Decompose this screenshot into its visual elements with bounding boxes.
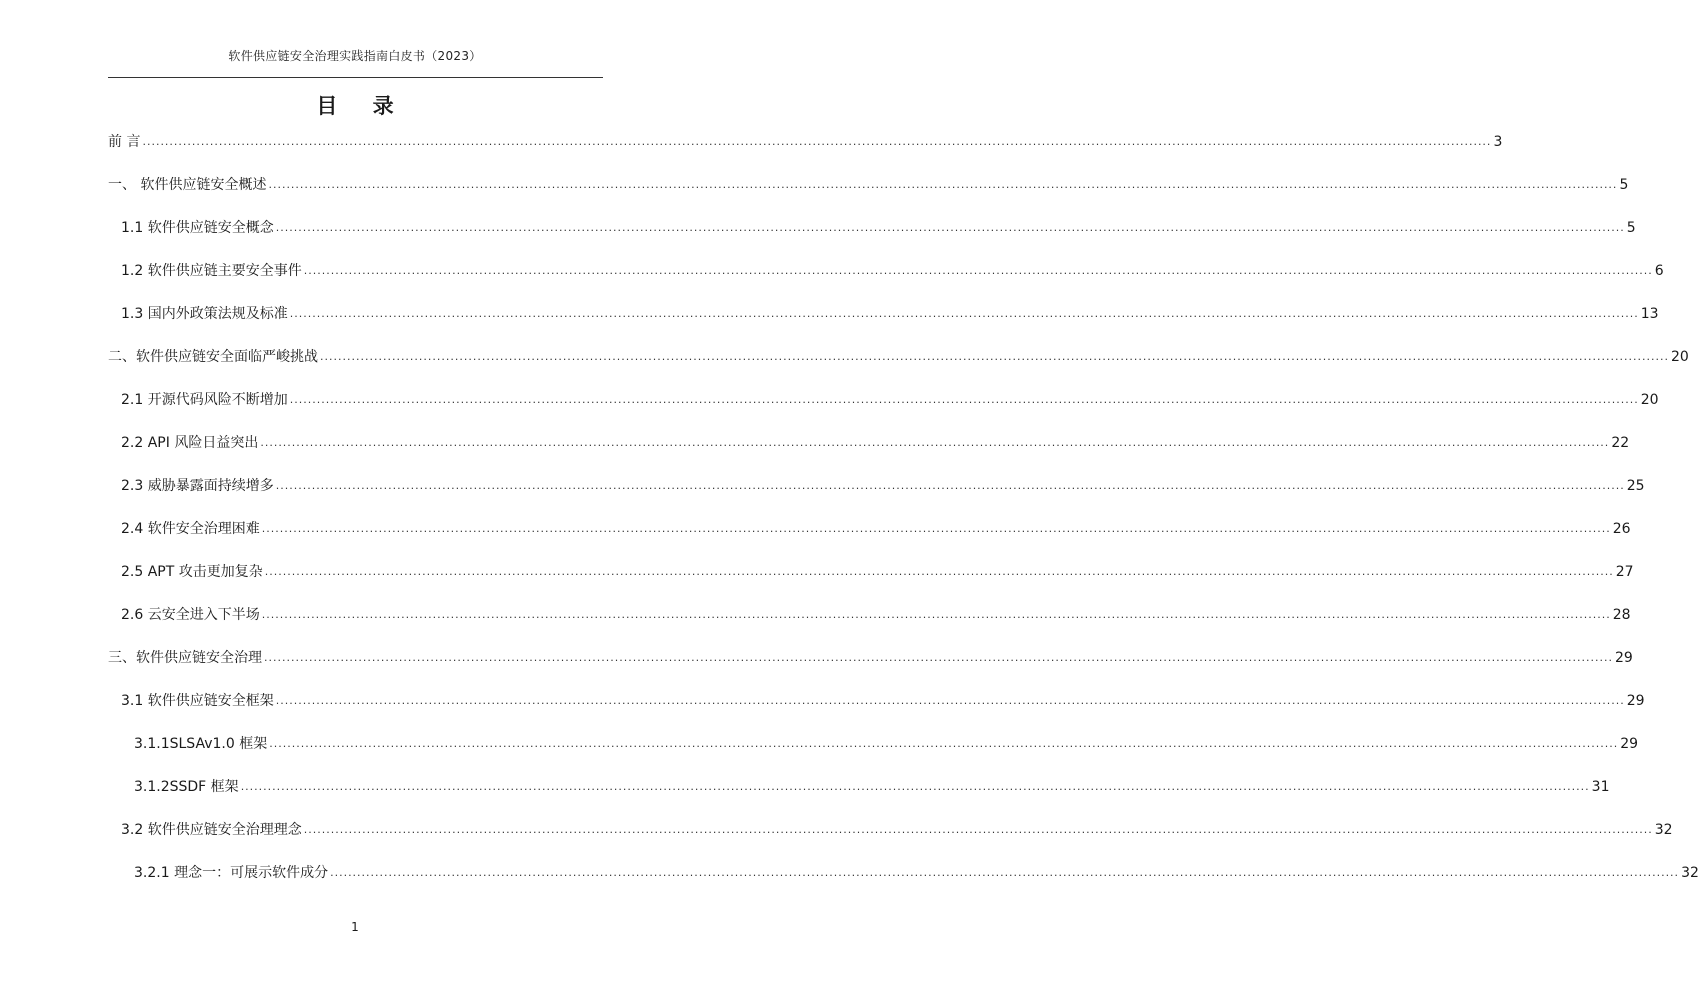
toc-entry[interactable]	[121, 391, 1659, 409]
toc-leader-dots: ............................................................................................................................................................................................................................................................................................................	[275, 694, 1625, 707]
toc-leader-dots: ............................................................................................................................................................................................................................................................................................................	[289, 393, 1639, 406]
toc-entry[interactable]	[134, 864, 1699, 882]
toc-leader-dots: ............................................................................................................................................................................................................................................................................................................	[261, 608, 1611, 621]
page-number: 1	[351, 920, 359, 934]
toc-title: 目 录	[316, 94, 408, 118]
toc-entry-label: 二、软件供应链安全面临严峻挑战	[108, 349, 318, 365]
toc-leader-dots: ............................................................................................................................................................................................................................................................................................................	[269, 737, 1619, 750]
toc-entry[interactable]	[121, 477, 1645, 495]
toc-entry-label: 3.2.1 理念一：可展示软件成分	[134, 865, 329, 881]
toc-entry-label: 2.5 APT 攻击更加复杂	[121, 564, 263, 580]
toc-entry-label: 2.6 云安全进入下半场	[121, 607, 260, 623]
toc-entry-page: 29	[1626, 693, 1645, 709]
toc-entry-page: 20	[1670, 349, 1689, 365]
toc-entry[interactable]	[108, 649, 1633, 667]
toc-entry-label: 3.1.2SSDF 框架	[134, 779, 239, 795]
toc-leader-dots: ............................................................................................................................................................................................................................................................................................................	[264, 565, 1614, 578]
toc-entry-label: 3.1 软件供应链安全框架	[121, 693, 274, 709]
toc-leader-dots: ............................................................................................................................................................................................................................................................................................................	[260, 436, 1610, 449]
toc-entry-label: 2.1 开源代码风险不断增加	[121, 392, 288, 408]
toc-entry-page: 29	[1620, 736, 1639, 752]
toc-entry[interactable]	[121, 262, 1664, 280]
toc-leader-dots: ............................................................................................................................................................................................................................................................................................................	[264, 651, 1613, 664]
toc-entry-page: 25	[1626, 478, 1645, 494]
toc-entry[interactable]	[134, 778, 1610, 796]
toc-entry-label: 1.2 软件供应链主要安全事件	[121, 263, 302, 279]
toc-entry-label: 2.2 API 风险日益突出	[121, 435, 259, 451]
toc-leader-dots: ............................................................................................................................................................................................................................................................................................................	[268, 178, 1618, 191]
toc-entry-page: 20	[1640, 392, 1659, 408]
toc-leader-dots: ............................................................................................................................................................................................................................................................................................................	[320, 350, 1669, 363]
toc-leader-dots: ............................................................................................................................................................................................................................................................................................................	[303, 823, 1653, 836]
toc-entry[interactable]	[121, 434, 1630, 452]
toc-entry-label: 3.1.1SLSAv1.0 框架	[134, 736, 268, 752]
toc-entry-label: 3.2 软件供应链安全治理理念	[121, 822, 302, 838]
toc-entry[interactable]	[121, 606, 1631, 624]
toc-entry-page: 32	[1681, 865, 1699, 881]
toc-entry-label: 三、软件供应链安全治理	[108, 650, 262, 666]
toc-entry[interactable]	[121, 305, 1659, 323]
toc-entry-page: 22	[1611, 435, 1630, 451]
toc-entry[interactable]	[121, 821, 1673, 839]
toc-entry-page: 13	[1640, 306, 1659, 322]
toc-entry-page: 6	[1654, 263, 1664, 279]
toc-entry-label: 2.4 软件安全治理困难	[121, 521, 260, 537]
toc-entry[interactable]	[121, 692, 1645, 710]
running-header: 软件供应链安全治理实践指南白皮书（2023）	[228, 49, 482, 63]
toc-entry-label: 2.3 威胁暴露面持续增多	[121, 478, 274, 494]
toc-entry[interactable]	[134, 735, 1639, 753]
toc-entry-label: 前 言	[108, 134, 141, 150]
toc-leader-dots: ............................................................................................................................................................................................................................................................................................................	[261, 522, 1611, 535]
toc-entry-page: 29	[1614, 650, 1633, 666]
toc-entry-label: 1.3 国内外政策法规及标准	[121, 306, 288, 322]
toc-entry-page: 31	[1591, 779, 1610, 795]
toc-leader-dots: ............................................................................................................................................................................................................................................................................................................	[275, 479, 1625, 492]
toc-entry-label: 1.1 软件供应链安全概念	[121, 220, 274, 236]
toc-entry-page: 28	[1612, 607, 1631, 623]
toc-entry[interactable]	[108, 133, 1503, 151]
toc-entry[interactable]	[121, 563, 1634, 581]
toc-leader-dots: ............................................................................................................................................................................................................................................................................................................	[275, 221, 1625, 234]
toc-entry[interactable]	[108, 348, 1689, 366]
toc-leader-dots: ............................................................................................................................................................................................................................................................................................................	[330, 866, 1680, 879]
toc-entry-page: 5	[1626, 220, 1636, 236]
toc-entry-page: 32	[1654, 822, 1673, 838]
toc-leader-dots: ............................................................................................................................................................................................................................................................................................................	[289, 307, 1639, 320]
toc-entry[interactable]	[108, 176, 1629, 194]
toc-entry[interactable]	[121, 219, 1636, 237]
toc-entry-page: 26	[1612, 521, 1631, 537]
toc-entry-page: 27	[1615, 564, 1634, 580]
toc-leader-dots: ............................................................................................................................................................................................................................................................................................................	[142, 135, 1492, 148]
toc-entry[interactable]	[121, 520, 1631, 538]
toc-leader-dots: ............................................................................................................................................................................................................................................................................................................	[240, 780, 1590, 793]
toc-entry-page: 5	[1619, 177, 1629, 193]
toc-leader-dots: ............................................................................................................................................................................................................................................................................................................	[303, 264, 1653, 277]
toc-entry-label: 一、 软件供应链安全概述	[108, 177, 267, 193]
toc-entry-page: 3	[1493, 134, 1503, 150]
